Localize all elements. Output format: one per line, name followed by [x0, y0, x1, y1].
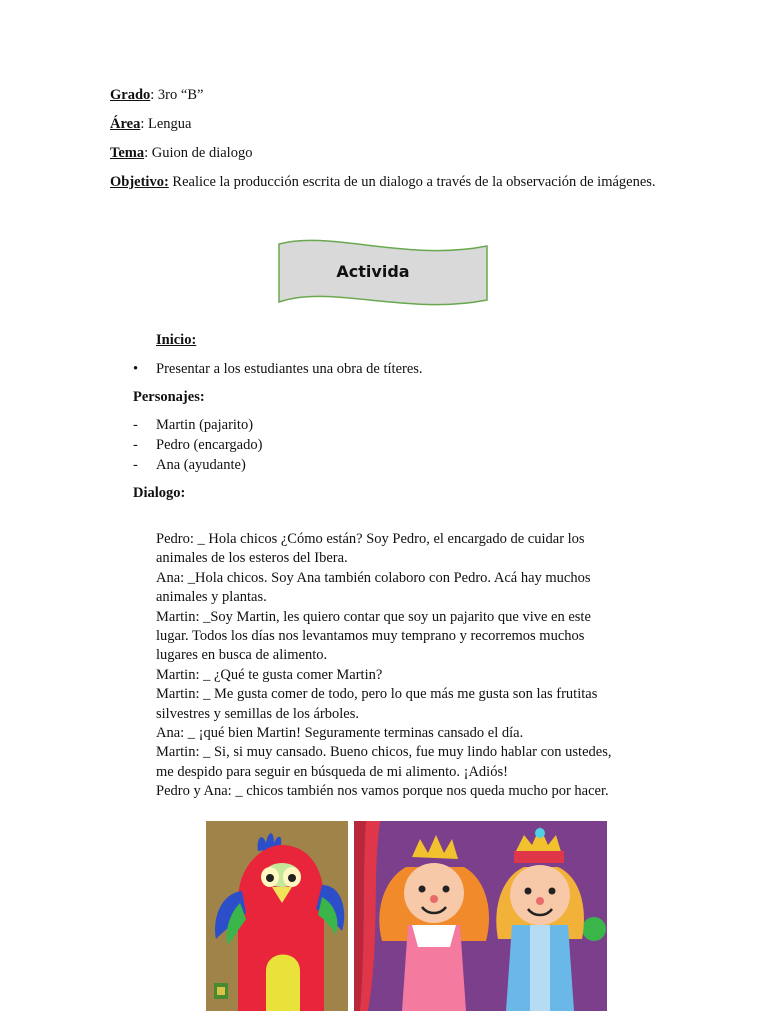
- king-queen-puppets-image: [354, 821, 607, 1011]
- banner-title: Activida: [336, 262, 410, 281]
- tema-label: Tema: [110, 145, 145, 161]
- dialog-line: animales de los esteros del Ibera.: [156, 550, 348, 567]
- dialog-line: me despido para seguir en búsqueda de mi alimento. ¡Adiós!: [156, 763, 508, 780]
- objetivo-label: Objetivo:: [110, 174, 169, 190]
- dialog-line: Pedro y Ana: _ chicos también nos vamos porque nos queda mucho por hacer.: [156, 783, 609, 800]
- inicio-bullet-text: Presentar a los estudiantes una obra de títeres.: [156, 361, 423, 377]
- dialog-line: Ana: _ ¡qué bien Martin! Seguramente terminas cansado el día.: [156, 724, 524, 741]
- dialog-line: Martin: _Soy Martin, les quiero contar que soy un pajarito que vive en este: [156, 608, 591, 625]
- area-row: [110, 115, 191, 133]
- inicio-title: Inicio:: [156, 332, 197, 348]
- personajes-title: Personajes:: [133, 389, 205, 405]
- dialog-line: lugares en busca de alimento.: [156, 647, 328, 664]
- parrot-puppet-image: [206, 821, 348, 1011]
- tema-value: : Guion de dialogo: [144, 145, 253, 161]
- dialog-line: lugar. Todos los días nos levantamos muy temprano y recorremos muchos: [156, 627, 585, 644]
- area-value: : Lengua: [140, 116, 192, 132]
- bullet-icon: •: [133, 361, 139, 377]
- dialog-line: Ana: _Hola chicos. Soy Ana también colaboro con Pedro. Acá hay muchos: [156, 569, 591, 586]
- dialog-line: Martin: _ ¿Qué te gusta comer Martin?: [156, 666, 383, 683]
- dialog-line: Martin: _ Si, si muy cansado. Bueno chicos, fue muy lindo hablar con ustedes,: [156, 744, 612, 761]
- area-label: Área: [110, 116, 141, 132]
- tema-row: [110, 144, 252, 162]
- grado-label: Grado: [110, 87, 151, 103]
- objetivo-row: [110, 173, 658, 192]
- dialogo-text: [156, 530, 656, 801]
- dialog-line: Martin: _ Me gusta comer de todo, pero lo que más me gusta son las frutitas: [156, 686, 598, 703]
- grado-row: [110, 86, 203, 104]
- dialog-line: Pedro: _ Hola chicos ¿Cómo están? Soy Pedro, el encargado de cuidar los: [156, 531, 585, 547]
- grado-value: : 3ro “B”: [150, 87, 204, 103]
- objetivo-value: Realice la producción escrita de un dialogo a través de la observación de imágenes.: [168, 174, 656, 190]
- dialogo-title: Dialogo:: [133, 485, 186, 501]
- dialog-line: animales y plantas.: [156, 589, 267, 606]
- dialog-line: silvestres y semillas de los árboles.: [156, 705, 359, 722]
